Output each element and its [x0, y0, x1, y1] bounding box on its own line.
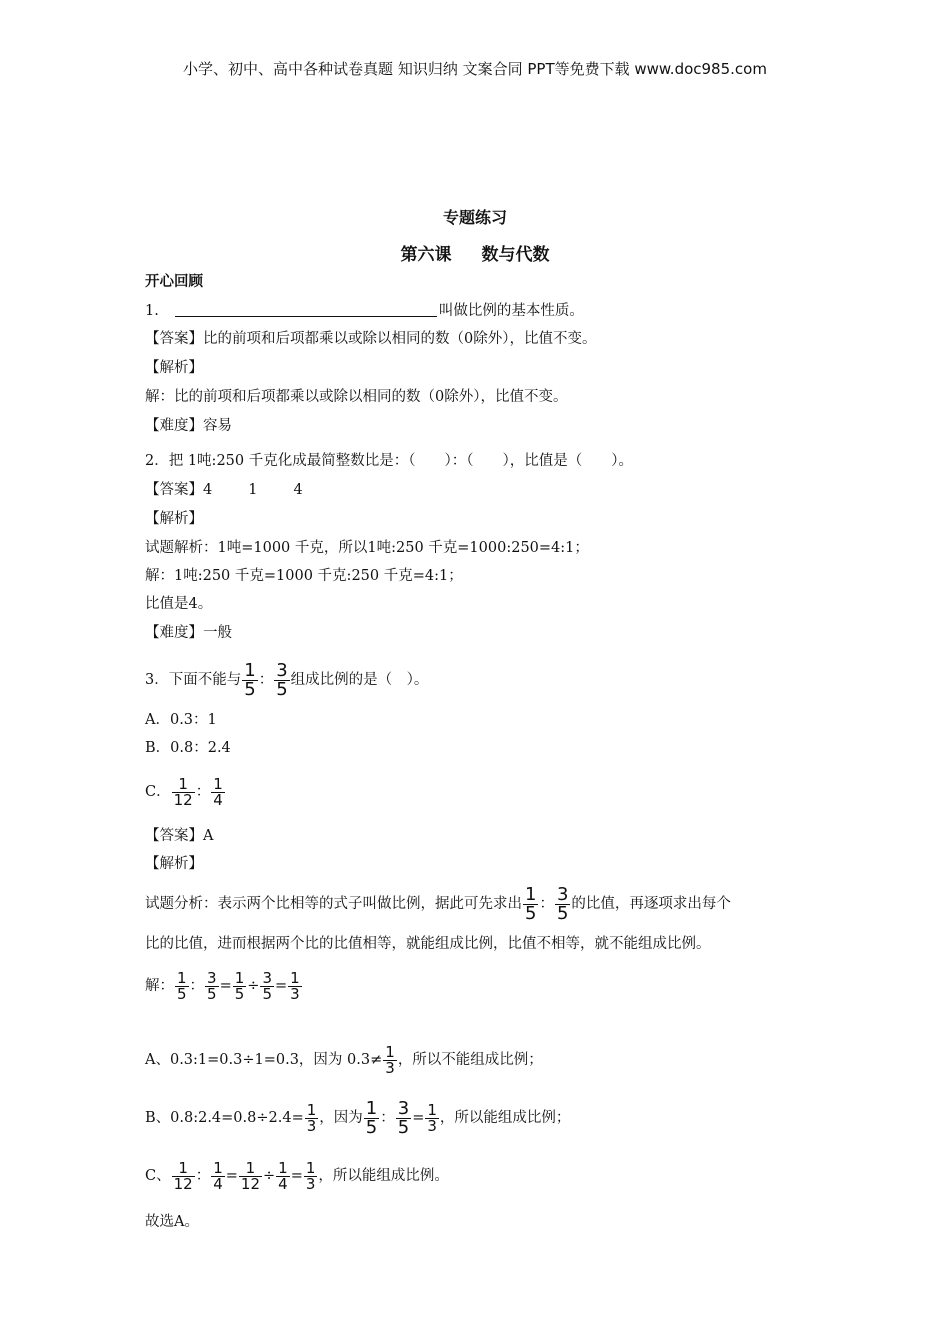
- q3-check-c-text: C、: [145, 1168, 171, 1184]
- doc-title: 专题练习: [442, 208, 507, 227]
- q2-difficulty: [145, 623, 232, 643]
- fraction-3-5: [274, 659, 289, 700]
- q2-analysis-label: 【解析】: [145, 511, 203, 527]
- q3-check-c: [145, 1154, 449, 1198]
- text-span: 3: [276, 659, 288, 681]
- fraction-1-5: [233, 968, 247, 1003]
- lesson-title: [0, 240, 950, 265]
- fraction-1-5: [175, 968, 189, 1003]
- q2-answer-2: 1: [248, 482, 258, 498]
- q3-solution: [145, 964, 303, 1008]
- q1-stem: [145, 301, 584, 321]
- fraction-3-5: [555, 883, 570, 924]
- text-span: 1: [213, 774, 223, 793]
- q1-answer-text: 比的前项和后项都乘以或除以相同的数（0除外），比值不变。: [203, 331, 597, 347]
- text-span: 1: [178, 774, 188, 793]
- fraction-3-5: [260, 968, 274, 1003]
- fraction-1-3: [305, 1100, 319, 1135]
- fraction-1-4: [276, 1158, 290, 1193]
- colon: ：: [258, 672, 274, 688]
- q3-check-a-text: A、0.3:1=0.3÷1=0.3，因为 0.3≠: [145, 1052, 383, 1068]
- q2-stem: 2．把 1吨:250 千克化成最简整数比是：（ ）：（ ），比值是（ ）。: [145, 453, 633, 469]
- text-span: 12: [240, 1174, 260, 1193]
- fraction-3-5: [205, 968, 219, 1003]
- difficulty-label: 【难度】: [145, 625, 203, 641]
- equals-sign: =: [219, 978, 232, 994]
- text-span: 1: [177, 968, 187, 987]
- text-span: 1: [385, 1042, 395, 1061]
- fraction-1-4: [211, 774, 225, 809]
- q1-solution: 解：比的前项和后项都乘以或除以相同的数（0除外），比值不变。: [145, 389, 568, 405]
- q3-check-a: [145, 1038, 543, 1082]
- fraction-1-3: [425, 1100, 439, 1135]
- fraction-1-12: [239, 1158, 262, 1193]
- colon: ：: [189, 978, 205, 994]
- fraction-1-12: [172, 774, 195, 809]
- q1-difficulty-value: 容易: [203, 418, 232, 434]
- q3-sol-prefix: 解：: [145, 978, 174, 994]
- text-span: 1: [290, 968, 300, 987]
- q3-answer-value: A: [203, 828, 214, 844]
- fraction-1-5: [523, 883, 538, 924]
- section-heading: 开心回顾: [145, 274, 203, 290]
- text-span: 1: [427, 1100, 437, 1119]
- text-span: 1: [306, 1100, 317, 1119]
- text-span: 12: [173, 790, 193, 809]
- q3-check-b: [145, 1096, 570, 1140]
- text-span: 3: [305, 1174, 316, 1193]
- text-span: 5: [177, 984, 187, 1003]
- page-header: 小学、初中、高中各种试卷真题 知识归纳 文案合同 PPT等免费下载 www.doc985.com: [183, 60, 767, 78]
- text-span: 3: [207, 968, 217, 987]
- text-span: 5: [262, 984, 272, 1003]
- answer-label: 【答案】: [145, 482, 203, 498]
- q2-analysis-line2: 解：1吨:250 千克=1000 千克:250 千克=4:1；: [145, 568, 463, 584]
- equals-sign: =: [290, 1168, 303, 1184]
- q3-check-a-tail: ，所以不能组成比例；: [397, 1052, 543, 1068]
- text-span: 1: [213, 1158, 223, 1177]
- text-span: 1: [234, 968, 245, 987]
- text-span: 1: [245, 1158, 256, 1177]
- text-span: 1: [278, 1158, 288, 1177]
- fraction-1-4: [211, 1158, 225, 1193]
- text-span: 4: [278, 1174, 288, 1193]
- fraction-1-5: [364, 1097, 379, 1138]
- text-span: 4: [213, 790, 223, 809]
- fraction-3-5: [396, 1097, 411, 1138]
- q2-analysis-line3: 比值是4。: [145, 596, 213, 612]
- colon: ：: [195, 784, 211, 800]
- equals-sign: =: [412, 1110, 425, 1126]
- divide-sign: ÷: [263, 1168, 276, 1184]
- q1-answer: [145, 329, 596, 349]
- q3-conclusion: 故选A。: [145, 1214, 199, 1230]
- text-span: 1: [365, 1097, 378, 1119]
- q2-answer: [145, 480, 303, 500]
- q1-blank: [175, 302, 437, 317]
- q1-analysis-label: 【解析】: [145, 360, 203, 376]
- colon: ：: [195, 1168, 211, 1184]
- text-span: 5: [207, 984, 217, 1003]
- q3-stem-b: 组成比例的是（ ）。: [290, 672, 429, 688]
- q3-analysis-line1: [145, 884, 731, 924]
- equals-sign: =: [225, 1168, 238, 1184]
- text-span: 1: [178, 1158, 188, 1177]
- q2-analysis-line1: 试题解析：1吨=1000 千克，所以1吨:250 千克=1000:250=4:1；: [145, 540, 589, 556]
- q1-difficulty: [145, 416, 232, 436]
- text-span: 1: [244, 659, 256, 681]
- q2-answer-1: 4: [203, 482, 213, 498]
- text-span: 5: [365, 1116, 378, 1138]
- answer-label: 【答案】: [145, 828, 203, 844]
- q2-answer-3: 4: [293, 482, 303, 498]
- text-span: 5: [397, 1116, 410, 1138]
- q3-analysis-a: 试题分析：表示两个比相等的式子叫做比例，据此可先求出: [145, 896, 522, 912]
- text-span: 1: [305, 1158, 316, 1177]
- q3-check-b-tail: ，所以能组成比例；: [439, 1110, 571, 1126]
- q3-option-b: B．0.8：2.4: [145, 740, 231, 756]
- lesson-topic: 数与代数: [481, 245, 550, 265]
- text-span: 5: [234, 984, 245, 1003]
- q3-stem-a: 3．下面不能与: [145, 672, 242, 688]
- fraction-1-3: [383, 1042, 397, 1077]
- text-span: 5: [556, 902, 569, 924]
- q1-number: 1.: [145, 303, 159, 319]
- fraction-1-3: [288, 968, 302, 1003]
- q2-difficulty-value: 一般: [203, 625, 232, 641]
- q3-answer: [145, 826, 213, 846]
- fraction-1-12: [172, 1158, 195, 1193]
- text-span: 3: [427, 1116, 437, 1135]
- equals-sign: =: [275, 978, 288, 994]
- text-span: 5: [525, 902, 537, 924]
- fraction-1-3: [304, 1158, 318, 1193]
- q3-check-b-because: ，因为: [319, 1110, 363, 1126]
- q3-option-c: [145, 770, 226, 814]
- q3-check-c-tail: ，所以能组成比例。: [318, 1168, 449, 1184]
- text-span: 3: [262, 968, 272, 987]
- q3-analysis-b: 的比值，再逐项求出每个: [571, 896, 731, 912]
- q3-option-a: A．0.3：1: [145, 712, 217, 728]
- text-span: 3: [397, 1097, 410, 1119]
- text-span: 1: [525, 883, 537, 905]
- lesson-number: 第六课: [400, 245, 452, 265]
- text-span: 5: [244, 678, 256, 700]
- difficulty-label: 【难度】: [145, 418, 203, 434]
- text-span: 5: [276, 678, 288, 700]
- colon: ：: [539, 896, 554, 912]
- text-span: 3: [306, 1116, 317, 1135]
- text-span: 12: [173, 1174, 193, 1193]
- text-span: 3: [556, 883, 569, 905]
- q1-suffix: 叫做比例的基本性质。: [438, 303, 584, 319]
- q3-stem: [145, 660, 428, 700]
- text-span: 3: [385, 1058, 395, 1077]
- text-span: 4: [213, 1174, 223, 1193]
- q3-option-c-label: C．: [145, 784, 171, 800]
- colon: ：: [380, 1110, 395, 1126]
- divide-sign: ÷: [247, 978, 260, 994]
- q3-analysis-label: 【解析】: [145, 856, 203, 872]
- text-span: 3: [290, 984, 300, 1003]
- answer-label: 【答案】: [145, 331, 203, 347]
- q3-analysis-line2: 比的比值，进而根据两个比的比值相等，就能组成比例，比值不相等，就不能组成比例。: [145, 936, 711, 952]
- fraction-1-5: [242, 659, 257, 700]
- q3-check-b-text: B、0.8:2.4=0.8÷2.4=: [145, 1110, 304, 1126]
